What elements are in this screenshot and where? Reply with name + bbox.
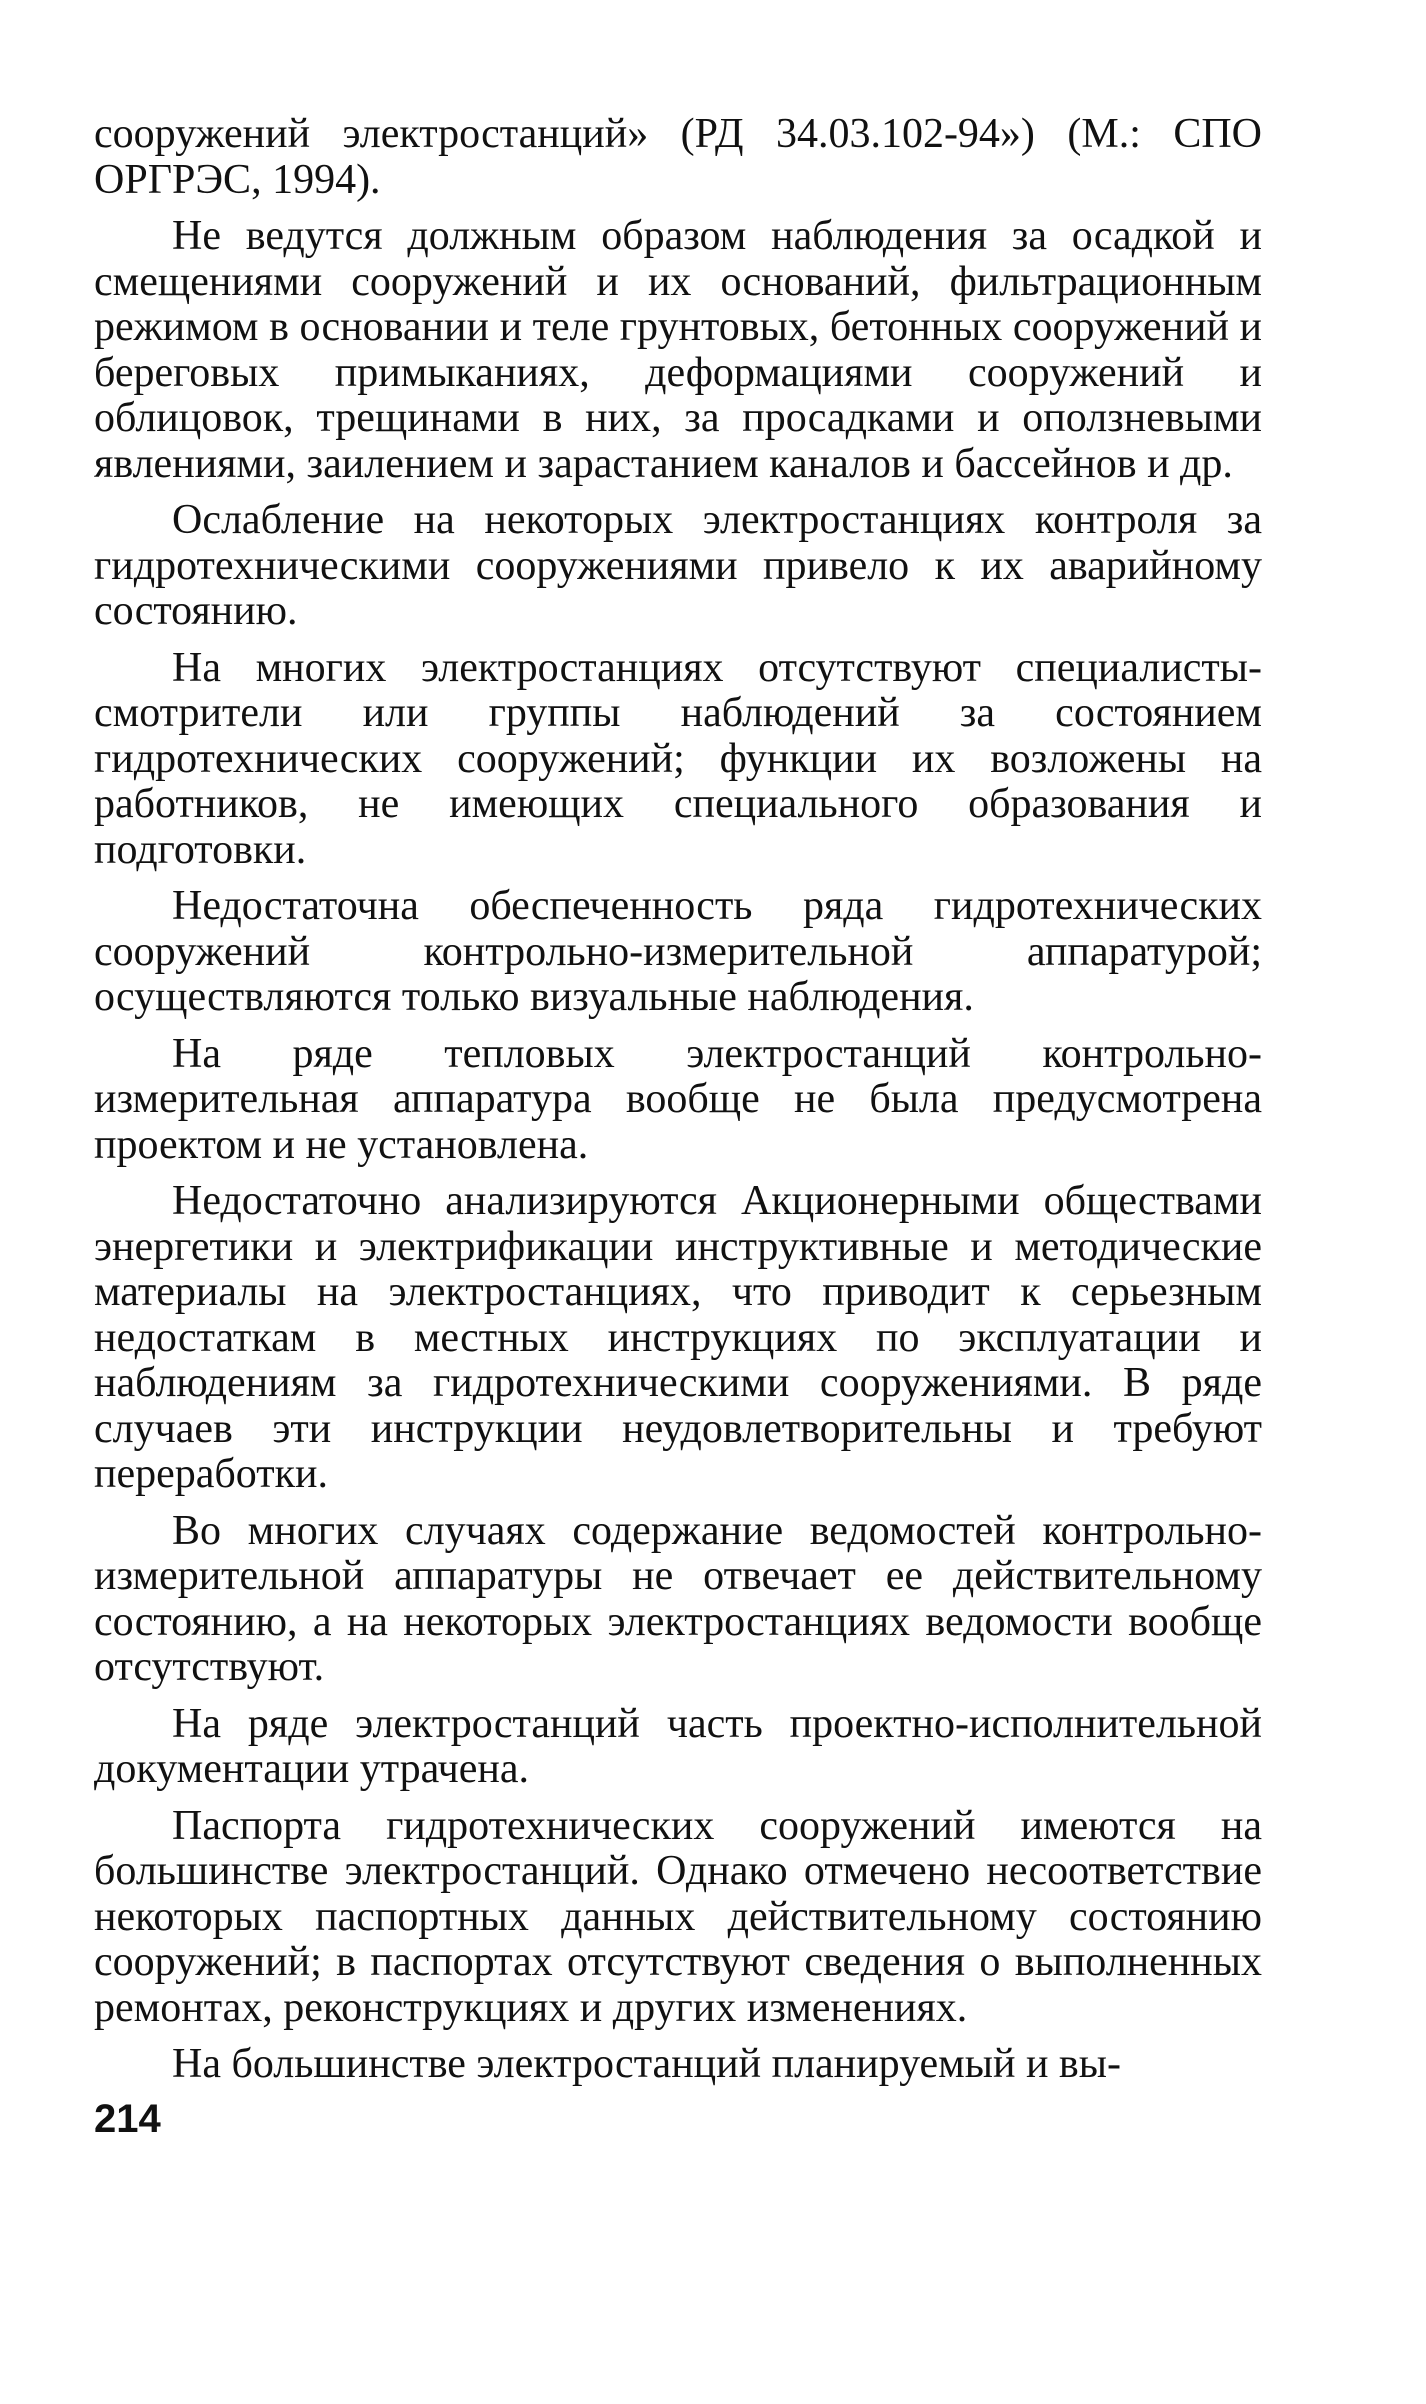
paragraph-instructions: Недостаточно анализируются Акционерными обществами энергетики и электрификации инструктивные и методические материалы на электростанциях, что приводит к серьезным недостаткам в местных инструкциях по эксплуатации и наблюдениям за гидротехническими сооружениями. В ряде случаев эти инструкции неудовлетворительны и требуют переработки.	[94, 1178, 1262, 1497]
paragraph-continuation: сооружений электростанций» (РД 34.03.102-94») (М.: СПО ОРГРЭС, 1994).	[94, 111, 1262, 203]
paragraph-planned-repairs: На большинстве электростанций планируемый и вы-	[172, 2041, 1121, 2087]
paragraph-documentation-lost: На ряде электростанций часть проектно-исполнительной документации утрачена.	[94, 1700, 1262, 1792]
page-body	[94, 112, 1262, 2099]
paragraph-specialists: На многих электростанциях отсутствуют специалисты-смотрители или группы наблюдений за состоянием гидротехнических сооружений; функции их возложены на работников, не имеющих специального образования и подготовки.	[94, 644, 1262, 873]
paragraph-observations: Не ведутся должным образом наблюдения за осадкой и смещениями сооружений и их оснований, фильтрационным режимом в основании и теле грунтовых, бетонных сооружений и береговых примыканиях, деформациями сооружений и облицовок, трещинами в них, за просадками и оползневыми явлениями, заилением и зарастанием каналов и бассейнов и др.	[94, 213, 1262, 487]
paragraph-passports: Паспорта гидротехнических сооружений имеются на большинстве электростанций. Однако отмечено несоответствие некоторых паспортных данных действительному состоянию сооружений; в паспортах отсутствуют сведения о выполненных ремонтах, реконструкциях и других изменениях.	[94, 1802, 1262, 2031]
paragraph-instrumentation: Недостаточна обеспеченность ряда гидротехнических сооружений контрольно-измерительной аппаратурой; осуществляются только визуальные наблюдения.	[94, 883, 1262, 1020]
paragraph-statements: Во многих случаях содержание ведомостей контрольно-измерительной аппаратуры не отвечает ее действительному состоянию, а на некоторых электростанциях ведомости вообще отсутствуют.	[94, 1507, 1262, 1690]
page-number: 214	[94, 2097, 161, 2141]
paragraph-weakened-control: Ослабление на некоторых электростанциях контроля за гидротехническими сооружениями привело к их аварийному состоянию.	[94, 497, 1262, 634]
paragraph-thermal-stations: На ряде тепловых электростанций контрольно-измерительная аппаратура вообще не была предусмотрена проектом и не установлена.	[94, 1030, 1262, 1168]
